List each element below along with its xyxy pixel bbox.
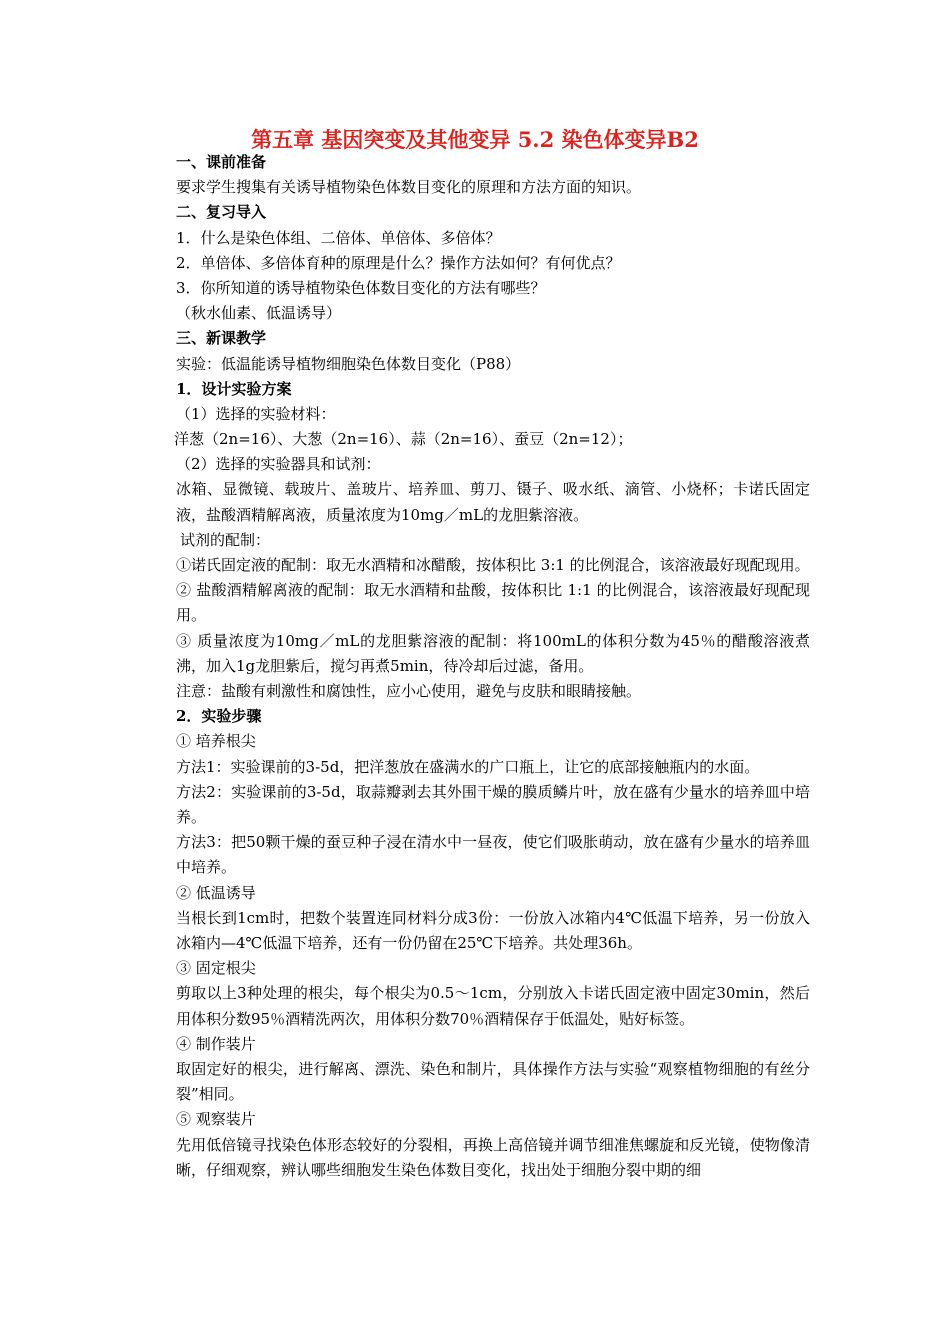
method-paragraph: 方法3：把50颗干燥的蚕豆种子浸在清水中一昼夜，使它们吸胀萌动，放在盛有少量水的培养皿中培养。 <box>176 833 810 877</box>
subsection-heading: 2．实验步骤 <box>176 707 262 726</box>
section-heading: 一、课前准备 <box>176 153 267 171</box>
section-heading: 二、复习导入 <box>176 203 267 222</box>
step-heading: ③ 固定根尖 <box>176 959 256 978</box>
question-item: 3．你所知道的诱导植物染色体数目变化的方法有哪些？ <box>176 278 546 297</box>
step-heading: ⑤ 观察装片 <box>176 1110 256 1129</box>
reagent-heading: 试剂的配制： <box>180 530 271 549</box>
step-heading: ① 培养根尖 <box>176 732 256 751</box>
document-body <box>176 150 810 1183</box>
question-item: 2．单倍体、多倍体育种的原理是什么？操作方法如何？有何优点？ <box>176 253 621 272</box>
reagent-paragraph: ② 盐酸酒精解离液的配制：取无水酒精和盐酸，按体积比 1:1 的比例混合，该溶液最好现配现用。 <box>176 581 810 625</box>
question-item: 1．什么是染色体组、二倍体、单倍体、多倍体？ <box>176 228 501 247</box>
document-title: 第五章 基因突变及其他变异 5.2 染色体变异B2 <box>251 127 699 152</box>
step-paragraph: 剪取以上3种处理的根尖，每个根尖为0.5～1cm，分别放入卡诺氏固定液中固定30min，然后用体积分数95％酒精洗两次，用体积分数70％酒精保存于低温处，贴好标签。 <box>176 984 810 1028</box>
answer-note: （秋水仙素、低温诱导） <box>176 304 342 323</box>
step-heading: ② 低温诱导 <box>176 883 256 902</box>
reagent-paragraph: ③ 质量浓度为10mg／mL的龙胆紫溶液的配制：将100mL的体积分数为45％的醋酸溶液煮沸，加入1g龙胆紫后，搅匀再煮5min，待冷却后过滤，备用。 <box>176 631 810 675</box>
caution-note: 注意：盐酸有刺激性和腐蚀性，应小心使用，避免与皮肤和眼睛接触。 <box>176 682 642 701</box>
step-paragraph: 取固定好的根尖，进行解离、漂洗、染色和制片，具体操作方法与实验“观察植物细胞的有丝分裂”相同。 <box>176 1060 810 1104</box>
step-heading: ④ 制作装片 <box>176 1034 256 1053</box>
section-heading: 三、新课教学 <box>176 329 267 348</box>
list-item: （2）选择的实验器具和试剂： <box>176 455 381 474</box>
experiment-title: 实验：低温能诱导植物细胞染色体数目变化（P88） <box>176 354 521 373</box>
method-paragraph: 方法2：实验课前的3-5d，取蒜瓣剥去其外围干燥的膜质鳞片叶，放在盛有少量水的培养皿中培养。 <box>176 782 810 827</box>
subsection-heading: 1．设计实验方案 <box>176 379 292 398</box>
equipment-paragraph: 冰箱、显微镜、载玻片、盖玻片、培养皿、剪刀、镊子、吸水纸、滴管、小烧杯；卡诺氏固定液，盐酸酒精解离液，质量浓度为10mg／mL的龙胆紫溶液。 <box>176 480 810 524</box>
paragraph: 要求学生搜集有关诱导植物染色体数目变化的原理和方法方面的知识。 <box>176 178 642 197</box>
list-item: （1）选择的实验材料： <box>176 404 336 423</box>
materials-line: 洋葱（2n=16）、大葱（2n=16）、蒜（2n=16）、蚕豆（2n=12）； <box>174 430 633 449</box>
step-paragraph: 当根长到1cm时，把数个装置连同材料分成3份：一份放入冰箱内4℃低温下培养，另一份放入冰箱内—4℃低温下培养，还有一份仍留在25℃下培养。共处理36h。 <box>176 908 810 953</box>
method-paragraph: 方法1：实验课前的3-5d，把洋葱放在盛满水的广口瓶上，让它的底部接触瓶内的水面。 <box>176 757 760 776</box>
reagent-paragraph: ①诺氏固定液的配制：取无水酒精和冰醋酸，按体积比 3:1 的比例混合，该溶液最好现配现用。 <box>176 556 810 575</box>
step-paragraph: 先用低倍镜寻找染色体形态较好的分裂相，再换上高倍镜并调节细准焦螺旋和反光镜，使物像清晰，仔细观察，辨认哪些细胞发生染色体数目变化，找出处于细胞分裂中期的细 <box>176 1135 810 1179</box>
